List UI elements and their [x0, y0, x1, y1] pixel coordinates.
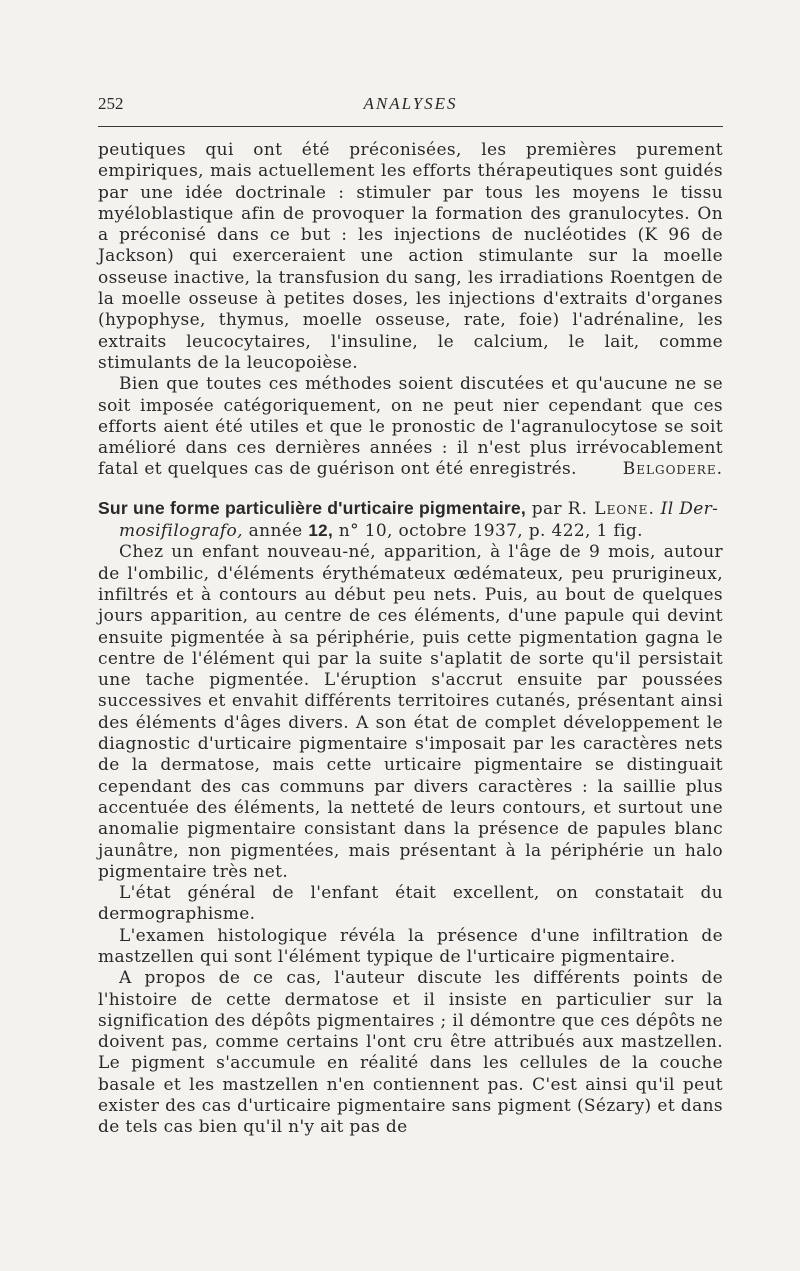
- paragraph-general-state: L'état général de l'enfant était excellent, on constatait du dermographisme.: [98, 883, 723, 925]
- paragraph-conclusion-text: Bien que toutes ces méthodes soient discutées et qu'aucune ne se soit imposée catégoriquement, on ne peut nier cependant que ces efforts aient été utiles et que le pronostic de l'agranulocytose se soit amélioré dans ces dernières années : il n'est plus irrévocablement fatal et quelques cas de guérison ont été enregistrés.: [98, 374, 723, 480]
- running-head: ANALYSES: [363, 94, 458, 113]
- body-text: [98, 140, 723, 1139]
- article-journal-part1: Il Der-: [660, 498, 719, 519]
- article-title: Sur une forme particulière d'urticaire pigmentaire,: [98, 497, 526, 518]
- paragraph-conclusion: [98, 374, 723, 480]
- article-journal-part2: mosifilografo,: [119, 521, 243, 542]
- paragraph-histology: L'examen histologique révéla la présence d'une infiltration de mastzellen qui sont l'élément typique de l'urticaire pigmentaire.: [98, 925, 723, 967]
- header-rule: [98, 126, 723, 127]
- article-reference: [98, 498, 723, 543]
- article-author: R. Leone.: [567, 498, 655, 519]
- page-header: [98, 94, 723, 116]
- paragraph-discussion: A propos de ce cas, l'auteur discute les différents points de l'histoire de cette dermatose et il insiste en particulier sur la signification des dépôts pigmentaires ; il démontre que ces dépôts ne doivent pas, comme certains l'ont cru être attribués aux mastzellen. Le pigment s'accumule en réalité dans les cellules de la couche basale et les mastzellen n'en contiennent pas. C'est ainsi qu'il peut exister des cas d'urticaire pigmentaire sans pigment (Sézary) et dans de tels cas bien qu'il n'y ait pas de: [98, 968, 723, 1138]
- article-volume: 12,: [308, 521, 334, 541]
- article-issue: n° 10, octobre 1937, p. 422, 1 fig.: [338, 521, 643, 542]
- article-by: par: [531, 498, 562, 519]
- author-signature: Belgodere.: [622, 459, 723, 480]
- paragraph-continued: peutiques qui ont été préconisées, les premières purement empiriques, mais actuellement les efforts thérapeutiques sont guidés par une idée doctrinale : stimuler par tous les moyens le tissu myéloblastique afin de provoquer la formation des granulocytes. On a préconisé dans ce but : les injections de nucléotides (K 96 de Jackson) qui exerceraient une action stimulante sur la moelle osseuse inactive, la transfusion du sang, les irradiations Roentgen de la moelle osseuse à petites doses, les injections d'extraits d'organes (hypophyse, thymus, moelle osseuse, rate, foie) l'adrénaline, les extraits leucocytaires, l'insuline, le calcium, le lait, comme stimulants de la leucopoièse.: [98, 140, 723, 373]
- article-year-prefix: année: [248, 521, 303, 542]
- paragraph-case-description: Chez un enfant nouveau-né, apparition, à l'âge de 9 mois, autour de l'ombilic, d'éléments érythémateux œdémateux, peu prurigineux, infiltrés et à contours au début peu nets. Puis, au bout de quelques jours apparition, au centre de ces éléments, d'une papule qui devint ensuite pigmentée à sa périphérie, puis cette pigmentation gagna le centre de l'élément qui par la suite s'aplatit de sorte qu'il persistait une tache pigmentée. L'éruption s'accrut ensuite par poussées successives et envahit différents territoires cutanés, présentant ainsi des éléments d'âges divers. A son état de complet développement le diagnostic d'urticaire pigmentaire s'imposait par les caractères nets de la dermatose, mais cette urticaire pigmentaire se distinguait cependant des cas communs par divers caractères : la saillie plus accentuée des éléments, la netteté de leurs contours, et surtout une anomalie pigmentaire consistant dans la présence de papules blanc jaunâtre, non pigmentées, mais présentant à la périphérie un halo pigmentaire très net.: [98, 542, 723, 882]
- page-number: 252: [98, 94, 124, 113]
